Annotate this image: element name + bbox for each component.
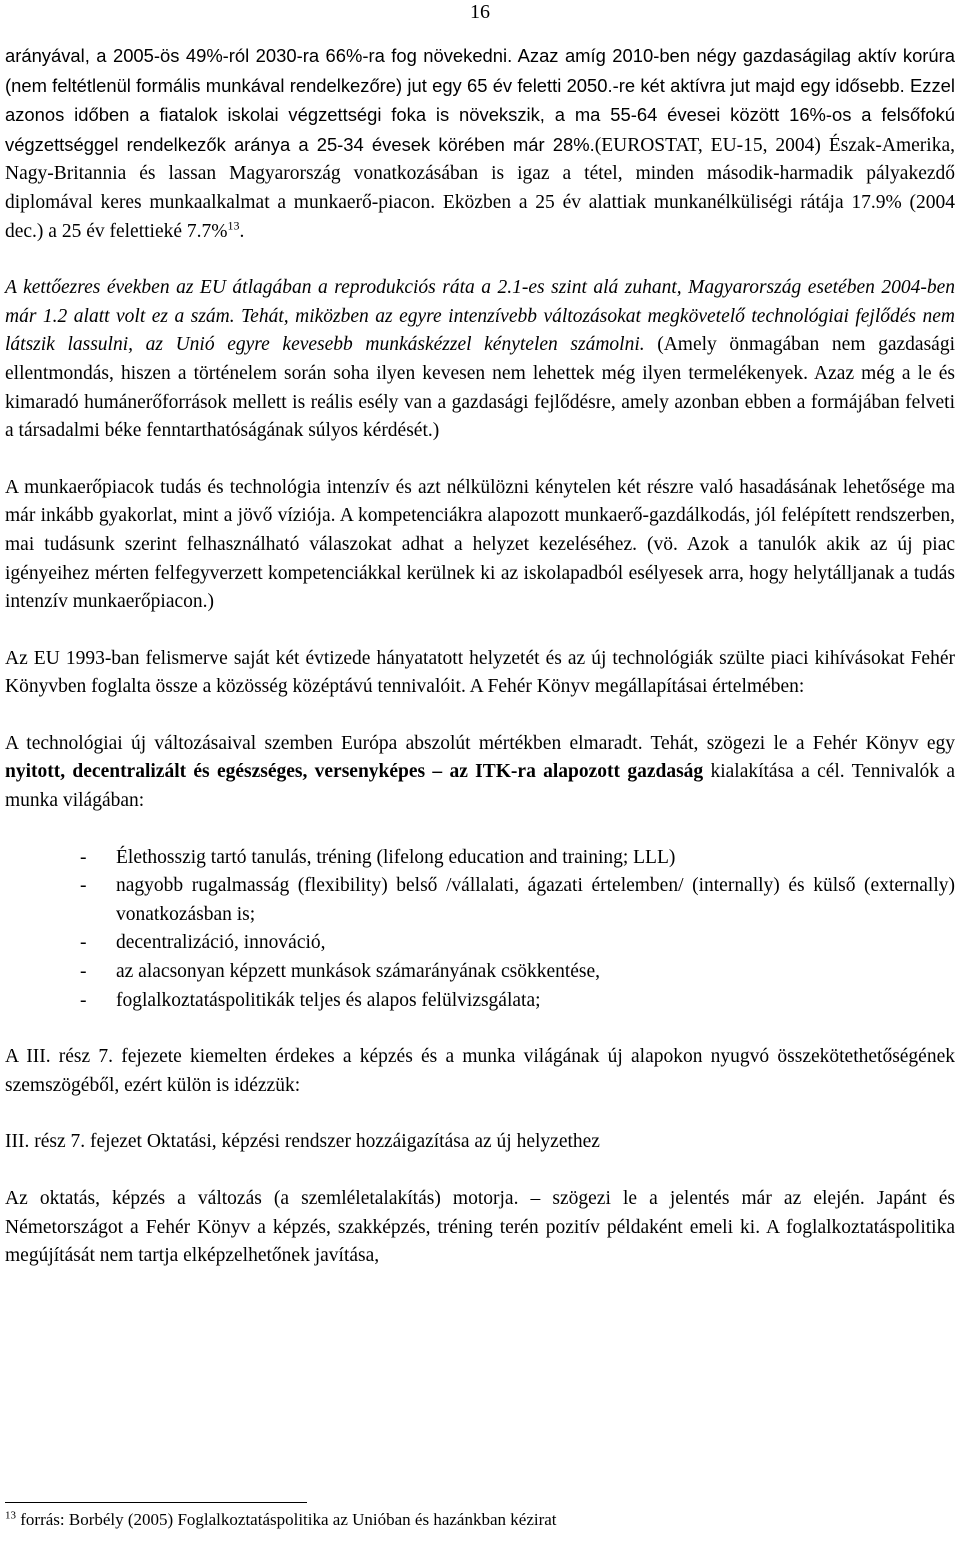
paragraph-demographics-end: . — [239, 220, 245, 242]
list-item-text: az alacsonyan képzett munkások számarányának csökkentése, — [116, 961, 601, 983]
list-dash: - — [80, 961, 87, 983]
page-number: 16 — [470, 1, 490, 23]
paragraph-white-paper-goal — [5, 730, 955, 816]
paragraph-reproduction-rate — [5, 274, 955, 446]
list-item-text: foglalkoztatáspolitikák teljes és alapos felülvizsgálata; — [116, 989, 541, 1011]
list-item — [5, 987, 955, 1016]
list-item — [5, 844, 955, 873]
document-body — [5, 42, 955, 1271]
footnote-divider — [5, 1502, 307, 1503]
paragraph-reproduction-normal: (Amely önmagában nem gazdasági ellentmondás, hiszen a történelem során soha ilyen kevesen nem lehettek még ilyen termelékenyek. Azaz még a le és kimaradó humánerőforrások mellett is reális esély van a gazdasági fejlődésre, amely azonban ebben a formájában felveti a társadalmi béke fenntarthatóságának súlyos kérdését.) — [5, 334, 955, 442]
list-item-text: Élethosszig tartó tanulás, tréning (lifelong education and training; LLL) — [116, 846, 676, 868]
list-dash: - — [80, 932, 87, 954]
paragraph-labour-market: A munkaerőpiacok tudás és technológia intenzív és azt nélkülözni kénytelen két részre való hasadásának lehetősége ma már inkább gyakorlat, mint a jövő víziója. A kompetenciákra alapozott munkaerő-gazdálkodás, jól felépített rendszerben, mai tudásunk szerint felhasználható válaszokat adhat a helyzet kezeléséhez. (vö. Azok a tanulók akik az új piac igényeihez mérten felfegyverzett kompetenciákkal kerülnek ki az iskolapadból esélyesek arra, hogy helytálljanak a tudás intenzív munkaerőpiacon.) — [5, 476, 955, 613]
list-item-text: nagyobb rugalmasság (flexibility) belső /vállalati, ágazati értelemben/ (internally) és külső (externally) vonatkozásban is; — [116, 875, 955, 925]
footnote-number: 13 — [5, 1509, 16, 1522]
list-dash: - — [80, 846, 87, 868]
list-dash: - — [80, 875, 87, 897]
tasks-list — [5, 844, 955, 1016]
paragraph-goal-text-b: kialakítása a cél. Tennivalók a munka világában: — [5, 761, 955, 812]
list-dash: - — [80, 989, 87, 1011]
paragraph-education-motor: Az oktatás, képzés a változás (a szemléletalakítás) motorja. – szögezi le a jelentés már az elején. Japánt és Németországot a Fehér Könyv a képzés, szakképzés, tréning terén pozitív példaként emeli ki. A foglalkoztatáspolitika megújítását nem tartja elképzelhetőnek javítása, — [5, 1188, 955, 1267]
footnote-reference[interactable]: 13 — [227, 218, 240, 233]
list-item — [5, 872, 955, 929]
paragraph-reproduction-italic: A kettőezres években az EU átlagában a reprodukciós ráta a 2.1-es szint alá zuhant, Magyarország esetében 2004-ben már 1.2 alatt volt ez a szám. Tehát, miközben az egyre intenzívebb változásokat megkövetelő technológiai fejlődés nem látszik lassulni, az Unió egyre kevesebb munkáskézzel kénytelen számolni. — [5, 277, 955, 356]
paragraph-demographics-serif-text: (EUROSTAT, EU-15, 2004) Észak-Amerika, Nagy-Britannia és lassan Magyarország vonatkozásában is igaz a tétel, minden második-harmadik pályakezdő diplomával keres munkaalkalmat a munkaerő-piacon. Eközben a 25 év alattiak munkanélküliségi rátája 17.9% (2004 dec.) a 25 év felettieké 7.7% — [5, 134, 955, 242]
footnote — [5, 1508, 955, 1532]
paragraph-white-paper-intro: Az EU 1993-ban felismerve saját két évtizede hányatatott helyzetét és az új technológiák szülte piaci kihívásokat Fehér Könyvben foglalta össze a közösség középtávú tennivalóit. A Fehér Könyv megállapításai értelmében: — [5, 647, 955, 698]
paragraph-chapter-reference: A III. rész 7. fejezete kiemelten érdekes a képzés és a munka világának új alapokon nyugvó összekötethetőségének szemszögéből, ezért külön is idézzük: — [5, 1046, 955, 1096]
paragraph-demographics-sans-text: arányával, a 2005-ös 49%-ról 2030-ra 66%-ra fog növekedni. Azaz amíg 2010-ben négy gazdaságilag aktív korúra (nem feltétlenül formális munkával rendelkezőre) jut egy 65 év feletti 2050.-re két aktívra jut majd egy idősebb. Ezzel azonos időben a fiatalok iskolai végzettségi foka is növekszik, a ma 55-64 évesei között 16%-os a felsőfokú végzettséggel rendelkezők aránya a 25-34 évesek körében már 28%. — [5, 45, 955, 155]
list-item — [5, 958, 955, 987]
chapter-heading: III. rész 7. fejezet Oktatási, képzési rendszer hozzáigazítása az új helyzethez — [5, 1131, 600, 1153]
paragraph-demographics — [5, 42, 955, 246]
list-item-text: decentralizáció, innováció, — [116, 932, 326, 954]
paragraph-goal-bold: nyitott, decentralizált és egészséges, versenyképes – az ITK-ra alapozott gazdaság — [5, 761, 704, 783]
list-item — [5, 929, 955, 958]
paragraph-goal-text-a: A technológiai új változásaival szemben Európa abszolút mértékben elmaradt. Tehát, szögezi le a Fehér Könyv egy — [5, 732, 955, 754]
footnote-text: forrás: Borbély (2005) Foglalkoztatáspolitika az Unióban és hazánkban kézirat — [16, 1510, 557, 1529]
